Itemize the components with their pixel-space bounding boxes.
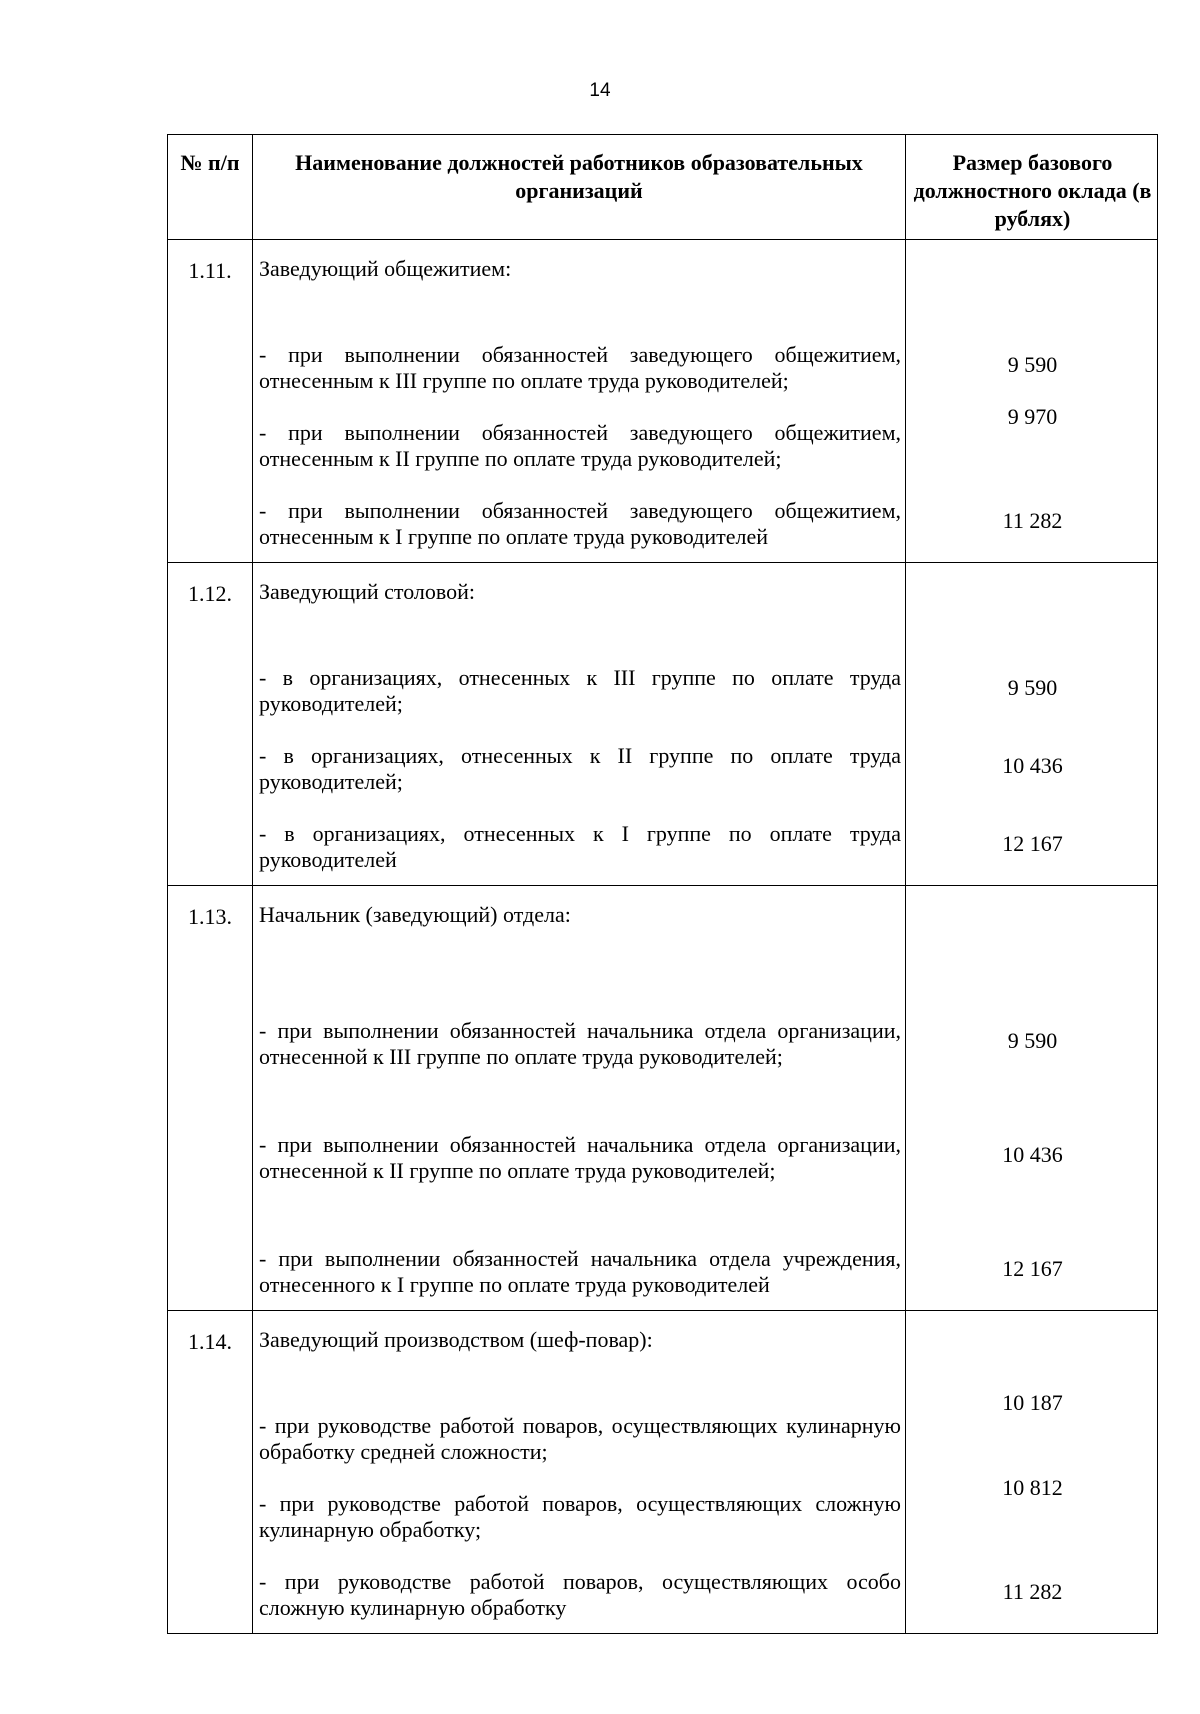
amount-value: 10 187 bbox=[1002, 1390, 1063, 1415]
amount-value: 11 282 bbox=[1002, 508, 1063, 533]
row-number: 1.14. bbox=[168, 1311, 253, 1633]
amount-value: 9 590 bbox=[1007, 675, 1058, 700]
section-title: Заведующий производством (шеф-повар): bbox=[259, 1327, 653, 1352]
row-description bbox=[253, 240, 906, 562]
page-number: 14 bbox=[589, 80, 611, 101]
item-text: - при руководстве работой поваров, осуществляющих особо сложную кулинарную обработку bbox=[259, 1569, 901, 1620]
section-title: Заведующий общежитием: bbox=[259, 256, 512, 281]
list-item bbox=[253, 1184, 905, 1298]
list-item bbox=[253, 948, 905, 1070]
amount-value: 11 282 bbox=[1002, 1579, 1063, 1604]
item-text: - при выполнении обязанностей заведующего общежитием, отнесенным к I группе по оплате труда руководителей bbox=[259, 498, 901, 549]
item-text: - при выполнении обязанностей начальника отдела организации, отнесенной к II группе по оплате труда руководителей; bbox=[259, 1132, 901, 1183]
list-item bbox=[253, 1373, 905, 1465]
amount-value: 10 436 bbox=[1002, 753, 1063, 778]
table-row bbox=[168, 886, 1157, 1311]
item-text: - в организациях, отнесенных к III группе по оплате труда руководителей; bbox=[259, 665, 901, 716]
list-item bbox=[253, 1543, 905, 1621]
row-number: 1.11. bbox=[168, 240, 253, 562]
item-text: - при выполнении обязанностей заведующего общежитием, отнесенным к II группе по оплате труда руководителей; bbox=[259, 420, 901, 471]
table-row bbox=[168, 563, 1157, 886]
item-text: - при руководстве работой поваров, осуществляющих кулинарную обработку средней сложности; bbox=[259, 1413, 901, 1464]
list-item bbox=[253, 472, 905, 550]
amount-value: 10 812 bbox=[1002, 1475, 1063, 1500]
row-description bbox=[253, 886, 906, 1310]
row-number: 1.12. bbox=[168, 563, 253, 885]
item-text: - при выполнении обязанностей начальника отдела учреждения, отнесенного к I группе по оплате труда руководителей bbox=[259, 1246, 901, 1297]
list-item bbox=[253, 394, 905, 472]
list-item bbox=[253, 1070, 905, 1184]
salary-table bbox=[167, 134, 1158, 1634]
list-item bbox=[253, 302, 905, 394]
item-text: - в организациях, отнесенных к I группе по оплате труда руководителей bbox=[259, 821, 901, 872]
amount-value: 12 167 bbox=[1002, 831, 1063, 856]
item-text: - при выполнении обязанностей заведующего общежитием, отнесенным к III группе по оплате труда руководителей; bbox=[259, 342, 901, 393]
list-item bbox=[253, 625, 905, 717]
list-item bbox=[253, 1465, 905, 1543]
amount-value: 9 590 bbox=[1007, 352, 1058, 377]
section-title: Заведующий столовой: bbox=[259, 579, 476, 604]
row-amounts bbox=[906, 563, 1159, 885]
row-amounts bbox=[906, 886, 1159, 1310]
amount-value: 12 167 bbox=[1002, 1256, 1063, 1281]
list-item bbox=[253, 795, 905, 873]
row-description bbox=[253, 1311, 906, 1633]
table-header-row bbox=[168, 135, 1157, 240]
list-item bbox=[253, 717, 905, 795]
row-amounts bbox=[906, 1311, 1159, 1633]
row-number: 1.13. bbox=[168, 886, 253, 1310]
amount-value: 9 970 bbox=[1007, 404, 1058, 429]
row-description bbox=[253, 563, 906, 885]
row-amounts bbox=[906, 240, 1159, 562]
item-text: - при руководстве работой поваров, осуществляющих сложную кулинарную обработку; bbox=[259, 1491, 901, 1542]
header-salary: Размер базового должностного оклада (в рублях) bbox=[913, 150, 1152, 231]
table-row bbox=[168, 240, 1157, 563]
amount-value: 9 590 bbox=[1007, 1028, 1058, 1053]
amount-value: 10 436 bbox=[1002, 1142, 1063, 1167]
section-title: Начальник (заведующий) отдела: bbox=[259, 902, 571, 927]
header-name: Наименование должностей работников образовательных организаций bbox=[253, 135, 906, 239]
table-row bbox=[168, 1311, 1157, 1633]
item-text: - в организациях, отнесенных к II группе по оплате труда руководителей; bbox=[259, 743, 901, 794]
item-text: - при выполнении обязанностей начальника отдела организации, отнесенной к III группе по оплате труда руководителей; bbox=[259, 1018, 901, 1069]
header-num: № п/п bbox=[168, 135, 253, 239]
